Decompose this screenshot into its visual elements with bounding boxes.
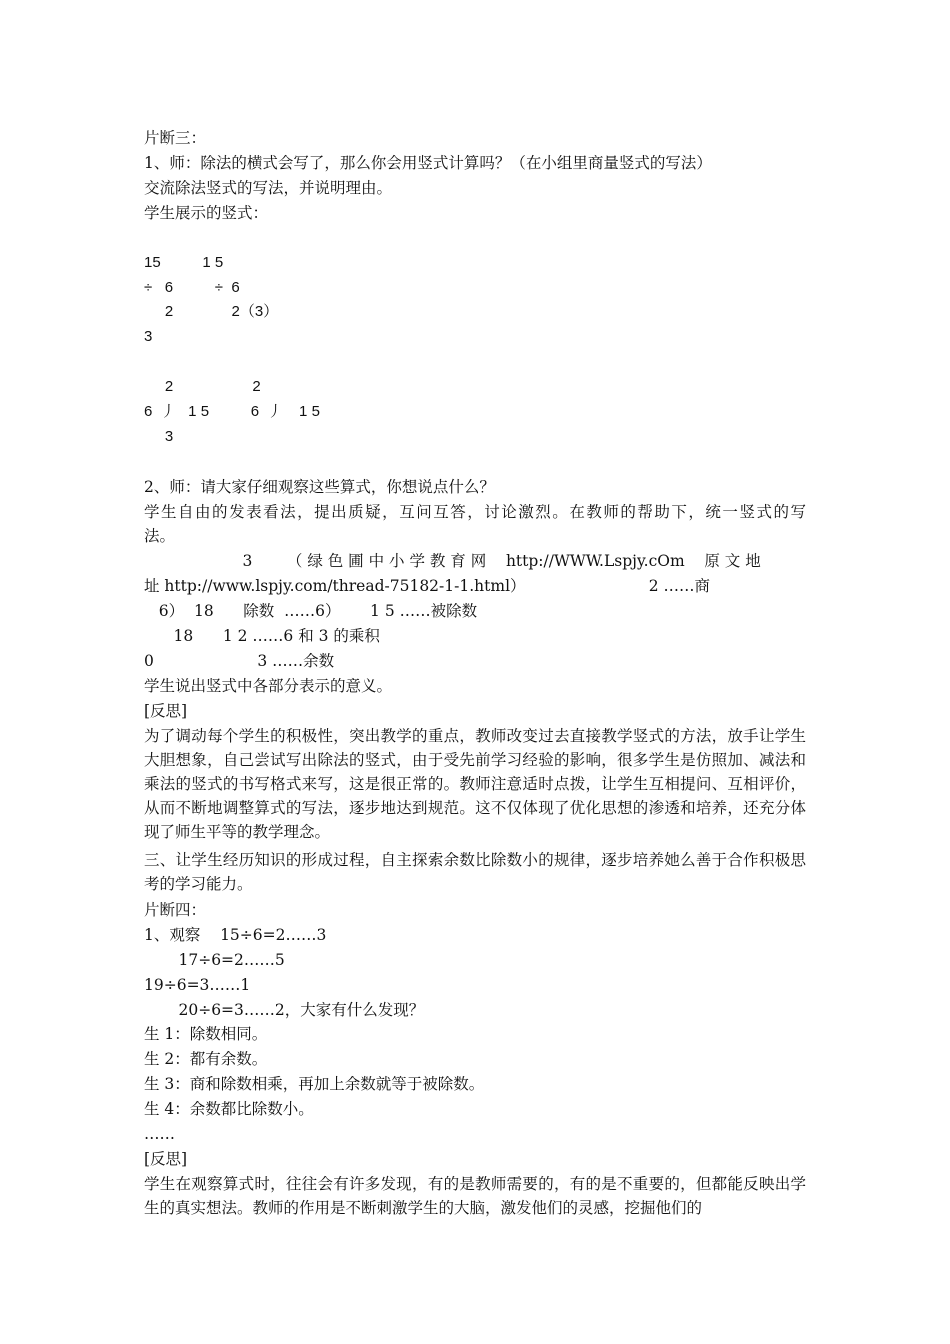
vertical-calc-line: 2 2（3）	[144, 303, 279, 320]
text-line: 1、师：除法的横式会写了，那么你会用竖式计算吗？（在小组里商量竖式的写法）	[144, 154, 712, 172]
equation-line: 20÷6=3……2，大家有什么发现？	[144, 1001, 425, 1019]
reflection-heading: [反思]	[144, 702, 188, 720]
division-annotation-line: 18 1 2 ……6 和 3 的乘积	[144, 627, 380, 645]
student-answer: 生 2：都有余数。	[144, 1050, 268, 1068]
text-line: 学生展示的竖式：	[144, 204, 269, 222]
text-line-source: 3 （ 绿 色 圃 中 小 学 教 育 网 http://WWW.Lspjy.cOm 原 文 地	[144, 552, 761, 570]
equation-line: 19÷6=3……1	[144, 976, 251, 994]
vertical-calc-line: 6 丿 1 5 6 丿 1 5	[144, 403, 320, 420]
equation-line: 17÷6=2……5	[144, 951, 285, 969]
text-line: 学生自由的发表看法，提出质疑，互问互答，讨论激烈。在教师的帮助下，统一竖式的写	[144, 503, 806, 521]
division-annotation-line: 6） 18 除数 ……6） 1 5 ……被除数	[144, 602, 478, 620]
text-line: 2、师：请大家仔细观察这些算式，你想说点什么？	[144, 478, 495, 496]
text-line: 交流除法竖式的写法，并说明理由。	[144, 179, 393, 197]
reflection-paragraph: 为了调动每个学生的积极性，突出教学的重点，教师改变过去直接教学竖式的方法，放手让学生大胆想象，自己尝试写出除法的竖式，由于受先前学习经验的影响，很多学生是仿照加、减法和乘法的竖式的书写格式来写，这是很正常的。教师注意适时点拨，让学生互相提问、互相评价，从而不断地调整算式的写法，逐步地达到规范。这不仅体现了优化思想的渗透和培养，还充分体现了师生平等的教学理念。	[144, 727, 806, 841]
student-answer: 生 3：商和除数相乘，再加上余数就等于被除数。	[144, 1075, 485, 1093]
vertical-calc-line: 15 1 5	[144, 254, 224, 271]
text-line: 法。	[144, 527, 176, 545]
student-answer: 生 1：除数相同。	[144, 1025, 268, 1043]
reflection-paragraph: 学生在观察算式时，往往会有许多发现，有的是教师需要的，有的是不重要的，但都能反映出学生的真实想法。教师的作用是不断刺激学生的大脑，激发他们的灵感，挖掘他们的	[144, 1175, 806, 1217]
text-line: 学生说出竖式中各部分表示的意义。	[144, 677, 393, 695]
student-answer: 生 4：余数都比除数小。	[144, 1100, 314, 1118]
section-heading-3: 片断三：	[144, 129, 207, 147]
vertical-calc-line: 2 2	[144, 378, 261, 395]
section-paragraph: 三、让学生经历知识的形成过程，自主探索余数比除数小的规律，逐步培养她么善于合作积极思考的学习能力。	[144, 851, 806, 893]
vertical-calc-line: ÷ 6 ÷ 6	[144, 279, 240, 296]
vertical-calc-line: 3	[144, 428, 174, 445]
division-annotation-line: 0 3 ……余数	[144, 652, 335, 670]
reflection-heading: [反思]	[144, 1150, 188, 1168]
ellipsis-line: ……	[144, 1125, 175, 1143]
equation-line: 1、观察 15÷6=2……3	[144, 926, 327, 944]
text-line-source-url: 址 http://www.lspjy.com/thread-75182-1-1.html） 2 ……商	[144, 577, 710, 595]
section-heading-4: 片断四：	[144, 901, 207, 919]
vertical-calc-line: 3	[144, 328, 153, 345]
